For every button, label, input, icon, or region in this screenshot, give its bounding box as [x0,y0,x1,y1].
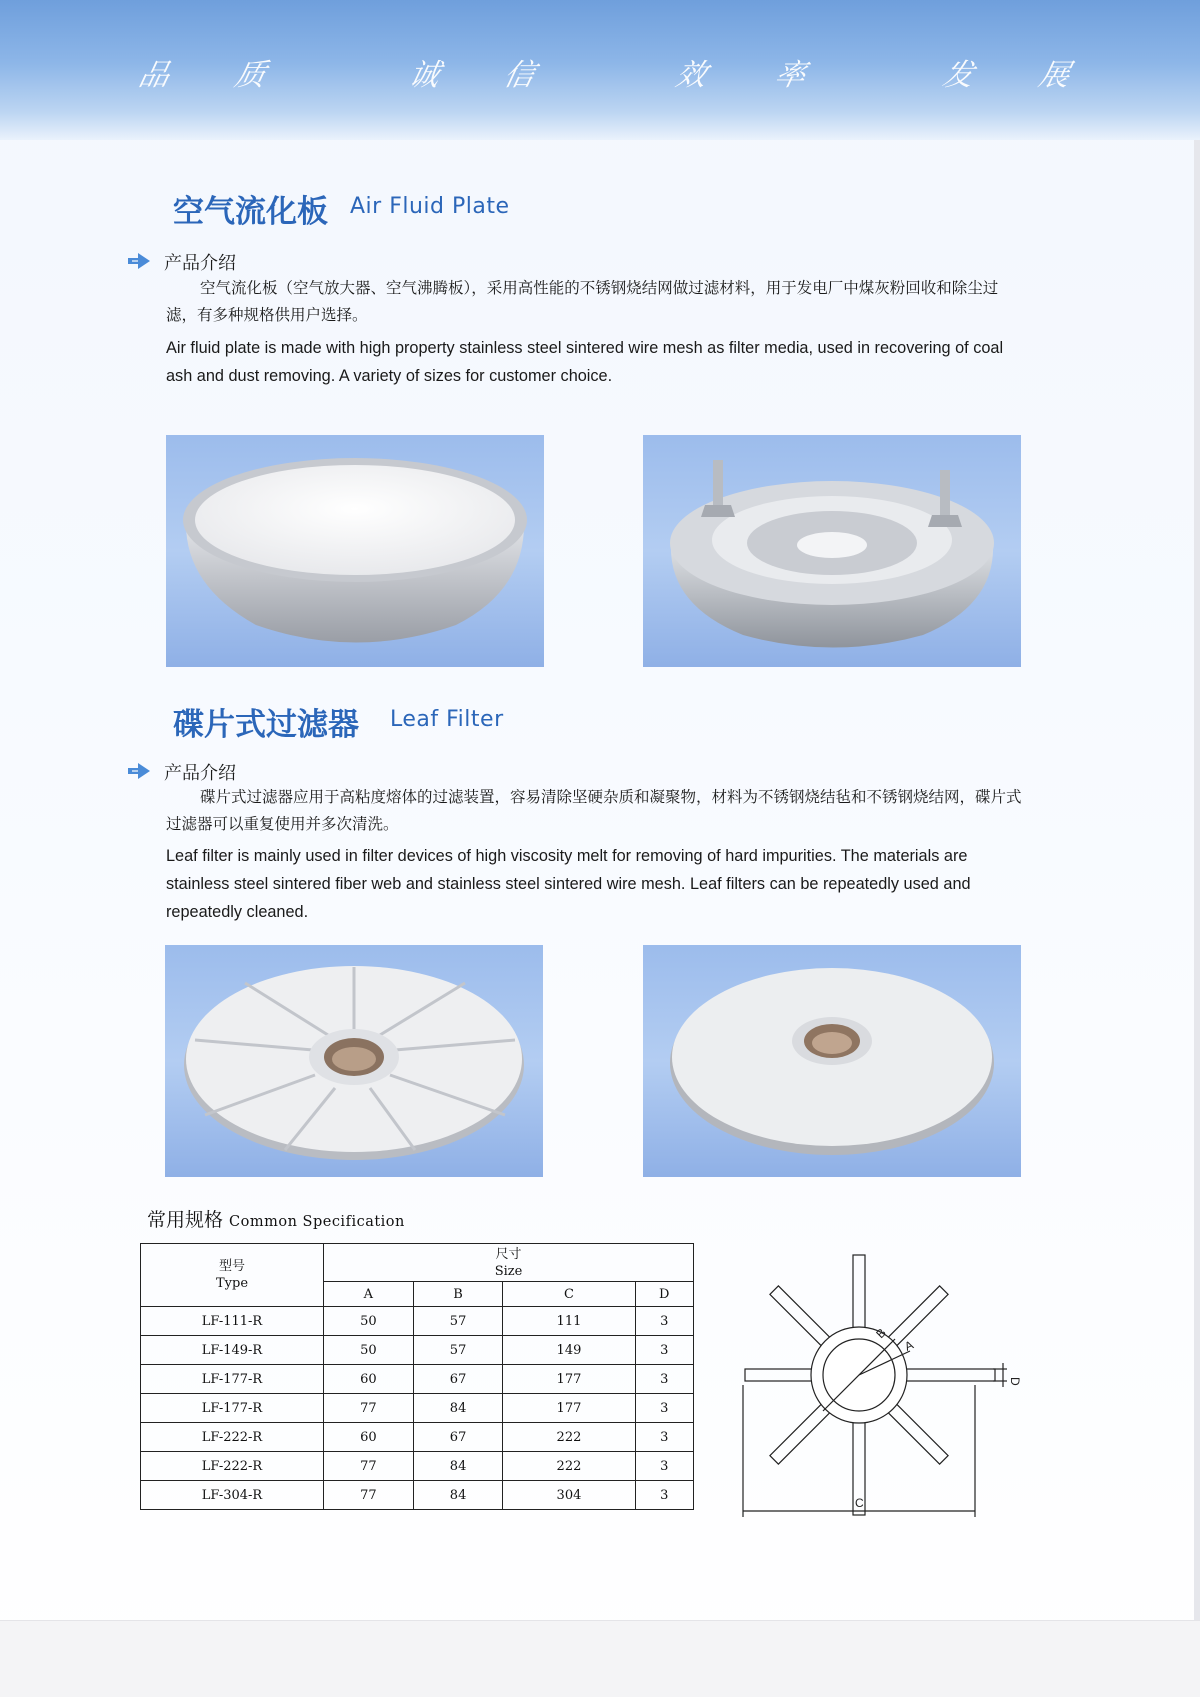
table-row [141,1394,694,1423]
leaf-filter-drawing [735,1245,1035,1527]
cell-a: 60 [324,1365,414,1394]
cell-d: 3 [635,1365,694,1394]
section1-title-cn: 空气流化板 [173,194,328,230]
cell-c: 149 [503,1336,635,1365]
size-header [324,1244,694,1282]
cell-a: 50 [324,1307,414,1336]
cell-b: 57 [413,1307,503,1336]
section2-text-cn: 碟片式过滤器应用于高粘度熔体的过滤装置，容易清除坚硬杂质和凝聚物，材料为不锈钢烧结毡和不锈钢烧结网，碟片式过滤器可以重复使用并多次清洗。 [166,788,1022,833]
size-header-cn: 尺寸 [495,1246,522,1262]
catalog-page: 品 质 诚 信 效 率 发 展 空气流化板 Air Fluid Plate 产品介绍 空气流化板（空气放大器、空气沸腾板），采用高性能的不锈钢烧结网做过滤材料，用于发电厂中煤灰粉回收和除尘过滤，有多种规格供用户选择。 Air fluid plate is made with high property stainless steel sintered wire mesh as filter media, used in recovering of coal ash and dust removing. A variety of sizes for customer choice. 碟片式过滤器 Leaf Filter 产品介绍 碟片式过滤器应用于高粘度熔体的过滤装置，容易清除坚硬杂质和凝聚物，材料为不锈钢烧结毡和不锈钢烧结网，碟片式过滤器可以重复使用并多次清洗。 Leaf filter is mainly used in filter devices of high viscosity melt for removing of hard impurities. The materials are stainless steel sintered fiber web and stainless steel sintered wire mesh. Leaf filters can be repeatedly used and repeatedly cleaned. 常用规格 Common Specification 型号 Type 尺寸 Size A B C D LF-111-R 50 57 111 3 LF-149-R 50 57 149 3 LF-177-R 60 67 177 3 LF-177-R 77 84 177 3 LF-222-R 60 67 222 3 LF-222-R 77 84 222 3 LF-304-R 77 84 304 3 B A C D [0,0,1200,1697]
cell-c: 177 [503,1394,635,1423]
column-header-c: C [503,1282,635,1307]
type-header-cn: 型号 [218,1259,245,1274]
table-row [141,1423,694,1452]
leaf-filter-photo-2 [643,945,1021,1177]
table-row [141,1307,694,1336]
column-header-b: B [413,1282,503,1307]
cell-type: LF-304-R [141,1481,324,1510]
page-edge-shadow [1194,140,1200,1620]
cell-type: LF-111-R [141,1307,324,1336]
section1-text-cn: 空气流化板（空气放大器、空气沸腾板），采用高性能的不锈钢烧结网做过滤材料，用于发电厂中煤灰粉回收和除尘过滤，有多种规格供用户选择。 [166,279,999,324]
section2-title-en: Leaf Filter [390,707,504,732]
banner-word: 信 [500,58,540,93]
table-row [141,1452,694,1481]
spec-heading [147,1205,405,1232]
cell-type: LF-222-R [141,1452,324,1481]
cell-a: 60 [324,1423,414,1452]
section1-title-en: Air Fluid Plate [350,194,510,219]
banner-word: 诚 [405,58,445,93]
cell-b: 67 [413,1423,503,1452]
table-row [141,1336,694,1365]
size-header-en: Size [494,1263,523,1279]
cell-d: 3 [635,1452,694,1481]
section2-title-cn: 碟片式过滤器 [173,707,359,743]
cell-c: 111 [503,1307,635,1336]
section1-text-en: Air fluid plate is made with high property stainless steel sintered wire mesh as filter media, used in recovering of coal ash and dust removing. A variety of sizes for customer choice. [166,339,1004,385]
cell-c: 304 [503,1481,635,1510]
banner-word: 质 [231,58,271,93]
air-plate-photo-1 [166,435,544,667]
cell-c: 177 [503,1365,635,1394]
spec-table [140,1243,694,1510]
column-header-d: D [635,1282,694,1307]
spec-heading-cn: 常用规格 [147,1209,224,1231]
cell-b: 84 [413,1394,503,1423]
air-plate-photo-2 [643,435,1021,667]
banner-word: 品 [135,58,175,93]
cell-d: 3 [635,1423,694,1452]
cell-a: 77 [324,1452,414,1481]
label-d: D [1008,1377,1022,1386]
cell-c: 222 [503,1452,635,1481]
label-b: B [873,1325,889,1342]
cell-type: LF-149-R [141,1336,324,1365]
cell-type: LF-177-R [141,1394,324,1423]
type-header-en: Type [215,1276,249,1291]
drawing-arm [903,1369,995,1381]
section2-text-en: Leaf filter is mainly used in filter devices of high viscosity melt for removing of hard impurities. The materials are stainless steel sintered fiber web and stainless steel sintered wire mesh. Leaf filters can be repeatedly used and repeatedly cleaned. [166,847,971,921]
spec-heading-en: Common Specification [229,1214,405,1230]
cell-b: 84 [413,1452,503,1481]
cell-c: 222 [503,1423,635,1452]
type-header [141,1244,324,1307]
page-bottom-edge [0,1620,1200,1697]
cell-d: 3 [635,1481,694,1510]
cell-b: 57 [413,1336,503,1365]
banner-word: 率 [771,58,811,93]
top-banner [0,0,1200,140]
label-c: C [855,1496,864,1510]
drawing-arm [745,1369,815,1381]
arrow-icon [126,760,152,782]
cell-type: LF-222-R [141,1423,324,1452]
cell-b: 67 [413,1365,503,1394]
table-row [141,1481,694,1510]
cell-b: 84 [413,1481,503,1510]
arrow-icon [126,250,152,272]
cell-type: LF-177-R [141,1365,324,1394]
cell-d: 3 [635,1394,694,1423]
cell-d: 3 [635,1336,694,1365]
banner-word: 展 [1035,58,1075,93]
column-header-a: A [324,1282,414,1307]
banner-word: 效 [672,58,712,93]
label-a: A [902,1337,916,1354]
cell-a: 50 [324,1336,414,1365]
banner-word: 发 [939,58,979,93]
cell-a: 77 [324,1481,414,1510]
cell-d: 3 [635,1307,694,1336]
cell-a: 77 [324,1394,414,1423]
leaf-filter-photo-1 [165,945,543,1177]
table-row [141,1365,694,1394]
